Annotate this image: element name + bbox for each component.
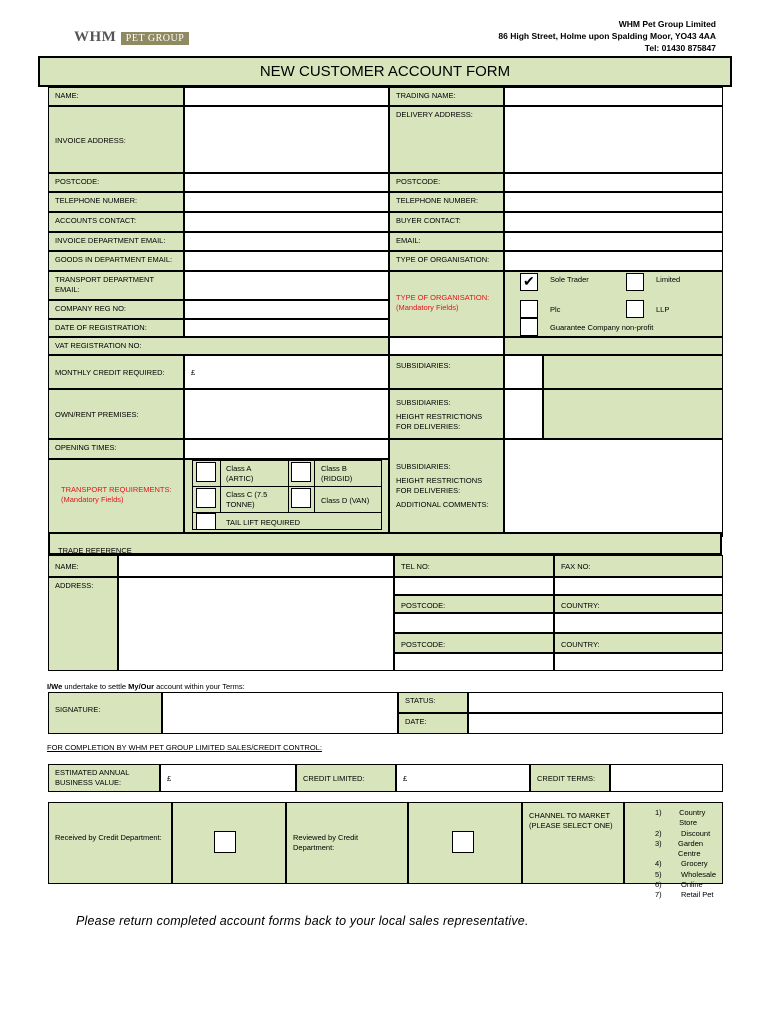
trading-name-field[interactable] — [504, 87, 723, 106]
credit-limited-field[interactable]: £ — [396, 764, 530, 792]
sole-trader-label: Sole Trader — [550, 275, 589, 284]
telephone-field[interactable] — [184, 192, 389, 212]
signature-field[interactable] — [162, 692, 398, 734]
channel-label: CHANNEL TO MARKET (PLEASE SELECT ONE) — [522, 802, 624, 884]
trade-name-field[interactable] — [118, 555, 394, 577]
additional-comments-field[interactable] — [504, 439, 723, 537]
channel-number: 3) — [655, 838, 662, 848]
subsidiaries-spacer-2 — [543, 389, 723, 439]
type-org-mandatory-text: TYPE OF ORGANISATION: — [396, 293, 490, 302]
channel-item[interactable] — [655, 870, 722, 880]
opening-times-field[interactable] — [184, 439, 389, 459]
llp-checkbox[interactable] — [626, 300, 644, 318]
trade-name-label: NAME: — [48, 555, 118, 577]
channel-item[interactable] — [655, 839, 722, 860]
invoice-address-field[interactable] — [184, 106, 389, 173]
trade-fax-label: FAX NO: — [554, 555, 723, 577]
postcode-label: POSTCODE: — [48, 173, 184, 192]
company-reg-label: COMPANY REG NO: — [48, 300, 184, 319]
class-a-label: Class A (ARTIC) — [226, 464, 254, 483]
trade-postcode-field-1[interactable] — [394, 613, 554, 633]
credit-terms-label: CREDIT TERMS: — [530, 764, 610, 792]
company-street: 86 High Street, Holme upon Spalding Moor, YO43 4AA — [498, 31, 716, 41]
status-field[interactable] — [468, 692, 723, 713]
channel-number: 2) — [655, 828, 662, 838]
undertake-prefix: I/We — [47, 682, 63, 691]
class-b-checkbox[interactable] — [291, 462, 311, 482]
received-checkbox[interactable] — [214, 831, 236, 853]
telephone-label: TELEPHONE NUMBER: — [48, 192, 184, 212]
guarantee-label: Guarantee Company non-profit — [550, 323, 654, 332]
limited-label: Limited — [656, 275, 681, 284]
delivery-postcode-field[interactable] — [504, 173, 723, 192]
invoice-email-field[interactable] — [184, 232, 389, 251]
undertake-bold: My/Our — [128, 682, 155, 691]
company-address — [356, 18, 716, 54]
mandatory-text: (Mandatory Fields) — [396, 303, 459, 312]
channel-label-text: Discount — [681, 828, 711, 838]
channel-number: 4) — [655, 859, 662, 869]
delivery-telephone-label: TELEPHONE NUMBER: — [389, 192, 504, 212]
invoice-address-label: INVOICE ADDRESS: — [48, 106, 184, 173]
type-org-label: TYPE OF ORGANISATION: — [389, 251, 504, 271]
credit-limited-label: CREDIT LIMITED: — [296, 764, 396, 792]
subsidiaries-label-2: SUBSIDIARIES: — [396, 398, 451, 407]
subsidiaries-field-1[interactable] — [504, 355, 543, 389]
credit-terms-field[interactable] — [610, 764, 723, 792]
trading-name-label: TRADING NAME: — [389, 87, 504, 106]
channel-number: 6) — [655, 880, 662, 890]
own-rent-field[interactable] — [184, 389, 389, 439]
logo-text: WHM — [74, 29, 117, 45]
company-tel: Tel: 01430 875847 — [644, 43, 716, 53]
undertake-suffix: account within your Terms: — [154, 682, 245, 691]
transport-req-text: TRANSPORT REQUIREMENTS: — [61, 485, 172, 494]
own-rent-label: OWN/RENT PREMISES: — [48, 389, 184, 439]
trade-postcode-field-2[interactable] — [394, 653, 554, 671]
annual-value-label: ESTIMATED ANNUAL BUSINESS VALUE: — [48, 764, 160, 792]
transport-email-label: TRANSPORT DEPARTMENT EMAIL: — [48, 271, 184, 300]
channel-number: 1) — [655, 808, 662, 817]
channel-label-text: Online — [681, 880, 703, 890]
signature-label: SIGNATURE: — [48, 692, 162, 734]
subsidiaries-field-2[interactable] — [504, 389, 543, 439]
channel-item[interactable] — [655, 829, 722, 839]
channel-list-box — [624, 802, 723, 900]
trade-country-field-2[interactable] — [554, 653, 723, 671]
company-name: WHM Pet Group Limited — [618, 19, 716, 29]
buyer-contact-field[interactable] — [504, 212, 723, 232]
trade-country-field-1[interactable] — [554, 613, 723, 633]
goods-email-label: GOODS IN DEPARTMENT EMAIL: — [48, 251, 184, 271]
date-reg-label: DATE OF REGISTRATION: — [48, 319, 184, 337]
trade-tel-label: TEL NO: — [394, 555, 554, 577]
subsidiaries-block-3 — [389, 439, 504, 537]
additional-comments-label: ADDITIONAL COMMENTS: — [396, 500, 489, 509]
height-restrictions-label-1: HEIGHT RESTRICTIONS FOR DELIVERIES: — [396, 412, 483, 431]
reviewed-checkbox[interactable] — [452, 831, 474, 853]
monthly-credit-field[interactable]: £ — [184, 355, 389, 389]
delivery-postcode-label: POSTCODE: — [389, 173, 504, 192]
class-c-label: Class C (7.5 TONNE) — [226, 490, 268, 509]
company-logo — [74, 28, 189, 46]
trade-postcode-label-2: POSTCODE: — [394, 633, 554, 653]
vat-spacer — [504, 337, 723, 355]
checkmark-icon: ✔ — [523, 273, 535, 289]
status-label: STATUS: — [398, 692, 468, 713]
company-reg-field[interactable] — [184, 300, 389, 319]
trade-country-label-2: COUNTRY: — [554, 633, 723, 653]
form-title: NEW CUSTOMER ACCOUNT FORM — [38, 56, 732, 87]
channel-number: 7) — [655, 890, 662, 900]
trade-fax-field[interactable] — [554, 577, 723, 595]
channel-label-text: Garden Centre — [678, 838, 704, 859]
delivery-address-label: DELIVERY ADDRESS: — [389, 106, 504, 173]
email-label: EMAIL: — [389, 232, 504, 251]
channel-item[interactable] — [655, 890, 722, 900]
name-field[interactable] — [184, 87, 389, 106]
delivery-address-field[interactable] — [504, 106, 723, 173]
class-b-label: Class B (RIDGID) — [321, 464, 353, 483]
tail-lift-label: TAIL LIFT REQUIRED — [226, 518, 301, 527]
monthly-credit-label: MONTHLY CREDIT REQUIRED: — [48, 355, 184, 389]
vat-field[interactable] — [389, 337, 504, 355]
type-org-field[interactable] — [504, 251, 723, 271]
subsidiaries-spacer-1 — [543, 355, 723, 389]
trade-country-label-1: COUNTRY: — [554, 595, 723, 613]
opening-times-label: OPENING TIMES: — [48, 439, 184, 459]
trade-reference-title: TRADE REFERENCE — [58, 546, 132, 555]
received-label: Received by Credit Department: — [48, 802, 172, 884]
class-c-checkbox[interactable] — [196, 488, 216, 508]
trade-address-label: ADDRESS: — [48, 577, 118, 671]
plc-checkbox[interactable] — [520, 300, 538, 318]
vat-label: VAT REGISTRATION NO: — [48, 337, 389, 355]
channel-item[interactable] — [655, 808, 722, 829]
transport-mandatory-text: (Mandatory Fields) — [61, 495, 124, 504]
date-label: DATE: — [398, 713, 468, 734]
channel-item[interactable] — [655, 859, 722, 869]
postcode-field[interactable] — [184, 173, 389, 192]
channel-label-text: Grocery — [681, 859, 708, 869]
channel-number: 5) — [655, 869, 662, 879]
footer-note: Please return completed account forms back to your local sales representative. — [76, 914, 529, 928]
llp-label: LLP — [656, 305, 670, 314]
undertake-middle: undertake to settle — [62, 682, 129, 691]
transport-email-field[interactable] — [184, 271, 389, 300]
accounts-contact-field[interactable] — [184, 212, 389, 232]
delivery-telephone-field[interactable] — [504, 192, 723, 212]
name-label: NAME: — [48, 87, 184, 106]
channel-item[interactable] — [655, 880, 722, 890]
date-reg-field[interactable] — [184, 319, 389, 337]
type-org-mandatory-label — [389, 271, 504, 337]
subsidiaries-label-1: SUBSIDIARIES: — [389, 355, 504, 389]
trade-tel-field[interactable] — [394, 577, 554, 595]
date-field[interactable] — [468, 713, 723, 734]
logo-badge: PET GROUP — [121, 32, 190, 45]
height-restrictions-label-2: HEIGHT RESTRICTIONS FOR DELIVERIES: — [396, 476, 483, 495]
invoice-email-label: INVOICE DEPARTMENT EMAIL: — [48, 232, 184, 251]
annual-value-field[interactable]: £ — [160, 764, 296, 792]
channel-label-text: Retail Pet — [681, 890, 714, 900]
trade-postcode-label-1: POSTCODE: — [394, 595, 554, 613]
subsidiaries-label-3: SUBSIDIARIES: — [396, 462, 451, 471]
reviewed-label: Reviewed by Credit Department: — [286, 802, 408, 884]
accounts-contact-label: ACCOUNTS CONTACT: — [48, 212, 184, 232]
undertaking-statement — [47, 682, 245, 691]
plc-label: Plc — [550, 305, 561, 314]
guarantee-checkbox[interactable] — [520, 318, 538, 336]
channel-list — [655, 808, 722, 901]
class-a-checkbox[interactable] — [196, 462, 216, 482]
channel-label-text: Wholesale — [681, 869, 717, 879]
class-d-checkbox[interactable] — [291, 488, 311, 508]
completion-heading: FOR COMPLETION BY WHM PET GROUP LIMITED SALES/CREDIT CONTROL: — [47, 743, 322, 752]
subsidiaries-block-2 — [389, 389, 504, 439]
goods-email-field[interactable] — [184, 251, 389, 271]
email-field[interactable] — [504, 232, 723, 251]
class-d-label: Class D (VAN) — [321, 496, 370, 505]
trade-reference-heading — [48, 532, 722, 555]
transport-req-label — [48, 459, 184, 537]
buyer-contact-label: BUYER CONTACT: — [389, 212, 504, 232]
channel-label-text: Country Store — [679, 808, 706, 828]
sole-trader-checkbox[interactable] — [520, 273, 538, 291]
tail-lift-checkbox[interactable] — [196, 513, 216, 530]
trade-address-field[interactable] — [118, 577, 394, 671]
limited-checkbox[interactable] — [626, 273, 644, 291]
